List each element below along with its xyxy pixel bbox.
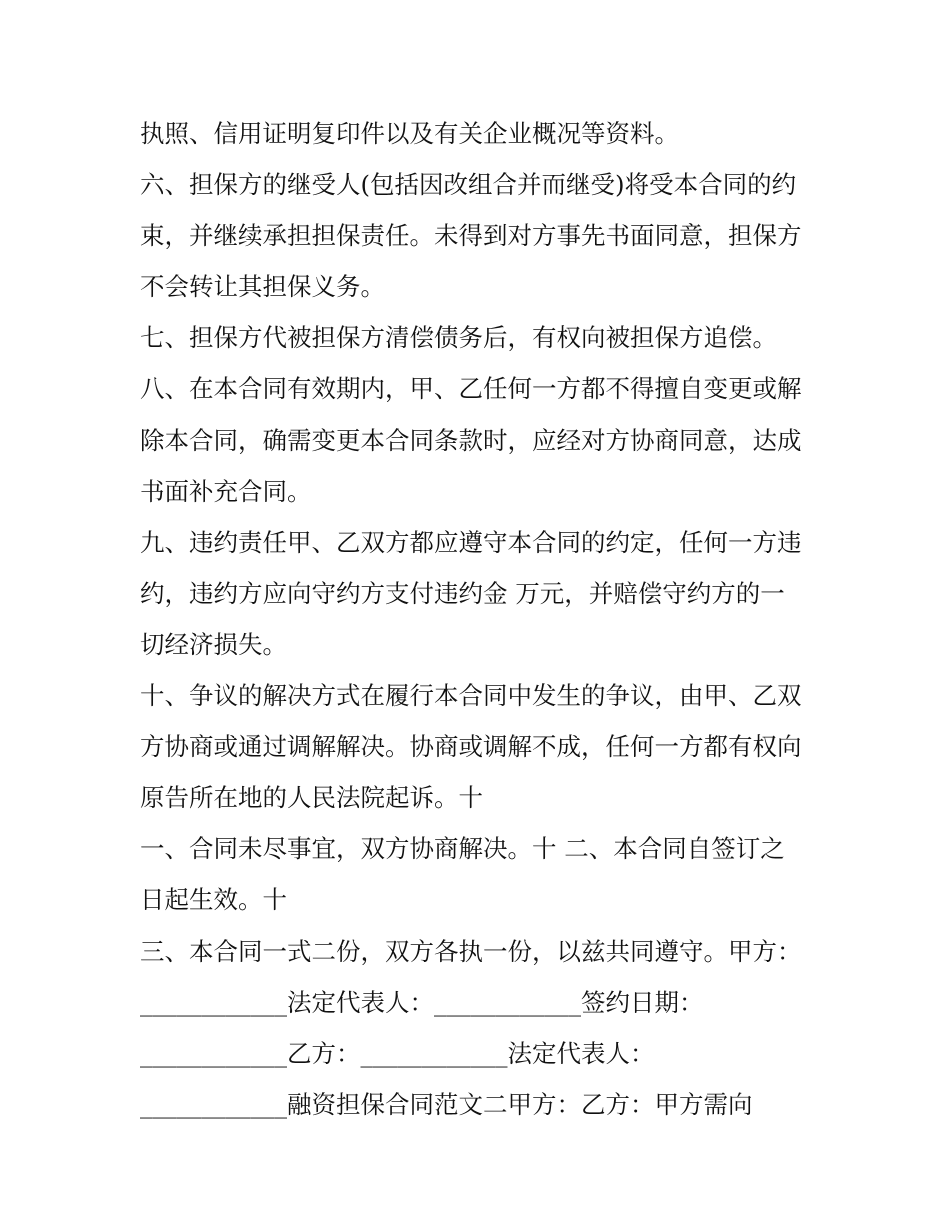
text-line: 八、在本合同有效期内，甲、乙任何一方都不得擅自变更或解 (140, 374, 802, 404)
text-line: 书面补充合同。 (140, 476, 312, 506)
text-line: 方协商或通过调解解决。协商或调解不成，任何一方都有权向 (140, 732, 802, 762)
text-line: 约，违约方应向守约方支付违约金 万元，并赔偿守约方的一 (140, 578, 785, 608)
text-line: 切经济损失。 (140, 629, 287, 659)
text-line: 七、担保方代被担保方清偿债务后，有权向被担保方追偿。 (140, 323, 777, 353)
text-line: 六、担保方的继受人(包括因改组合并而继受)将受本合同的约 (140, 170, 797, 200)
text-line: 不会转让其担保义务。 (140, 272, 385, 302)
text-line: 日起生效。十 (140, 885, 287, 915)
contract-text-body (140, 108, 820, 1130)
text-line: 原告所在地的人民法院起诉。十 (140, 783, 483, 813)
text-line: 除本合同，确需变更本合同条款时，应经对方协商同意，达成 (140, 425, 802, 455)
text-line: 执照、信用证明复印件以及有关企业概况等资料。 (140, 119, 679, 148)
signature-line: ____________融资担保合同范文二甲方：乙方：甲方需向 (140, 1089, 753, 1119)
signature-line: ____________乙方：____________法定代表人： (140, 1038, 655, 1068)
text-line: 一、合同未尽事宜，双方协商解决。十 二、本合同自签订之 (140, 834, 785, 864)
text-line: 十、争议的解决方式在履行本合同中发生的争议，由甲、乙双 (140, 681, 802, 711)
text-line: 束，并继续承担担保责任。未得到对方事先书面同意，担保方 (140, 221, 802, 251)
signature-line: ____________法定代表人：____________签约日期： (140, 987, 704, 1017)
text-line: 九、违约责任甲、乙双方都应遵守本合同的约定，任何一方违 (140, 527, 802, 557)
text-line: 三、本合同一式二份，双方各执一份，以兹共同遵守。甲方： (140, 936, 802, 966)
